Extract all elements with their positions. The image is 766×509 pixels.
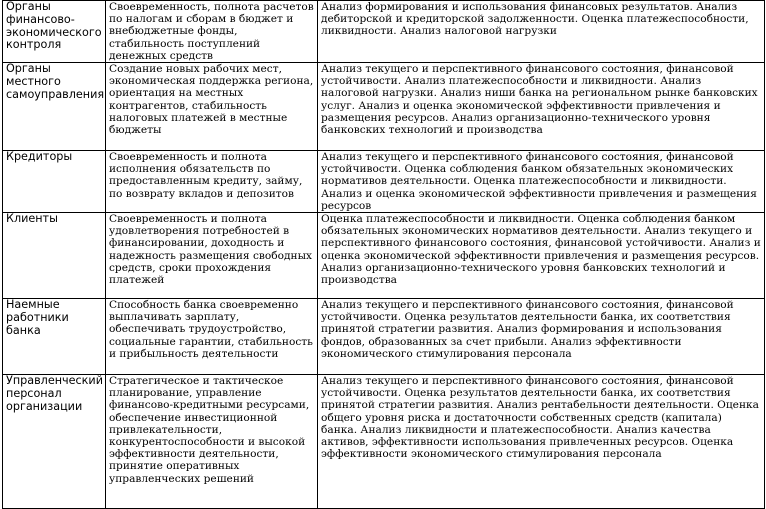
analysis-cell: Анализ формирования и использования финансовых результатов. Анализ дебиторской и кредиторской задолженности. Оценка платежеспособности, ликвидности. Анализ налоговой нагрузки [318, 1, 765, 63]
table-row [3, 375, 765, 509]
table-row [3, 151, 765, 213]
interest-cell: Своевременность и полнота удовлетворения потребностей в финансировании, доходность и надежность размещения свободных средств, сроки прохождения платежей [106, 213, 318, 299]
subject-cell: Органы местного самоуправления [3, 63, 106, 151]
subject-cell: Клиенты [3, 213, 106, 299]
analysis-cell: Анализ текущего и перспективного финансового состояния, финансовой устойчивости. Оценка результатов деятельности банка, их соответствия принятой стратегии развития. Анализ рентабельности деятельности. Оценка общего уровня риска и достаточности собственных средств (капитала) банка. Анализ ликвидности и платежеспособности. Анализ качества активов, эффективности использования привлеченных ресурсов. Оценка эффективности экономического стимулирования персонала [318, 375, 765, 509]
analysis-cell: Анализ текущего и перспективного финансового состояния, финансовой устойчивости. Анализ платежеспособности и ликвидности. Анализ налоговой нагрузки. Анализ ниши банка на региональном рынке банковских услуг. Анализ и оценка экономической эффективности привлечения и размещения ресурсов. Анализ организационно-технического уровня банковских технологий и производства [318, 63, 765, 151]
subject-cell: Кредиторы [3, 151, 106, 213]
table-row [3, 1, 765, 63]
interest-cell: Способность банка своевременно выплачивать зарплату, обеспечивать трудоустройство, социальные гарантии, стабильность и прибыльность деятельности [106, 299, 318, 375]
analysis-cell: Оценка платежеспособности и ликвидности. Оценка соблюдения банком обязательных экономических нормативов деятельности. Анализ текущего и перспективного финансового состояния, финансовой устойчивости. Анализ и оценка экономической эффективности привлечения и размещения ресурсов. Анализ организационно-технического уровня банковских технологий и производства [318, 213, 765, 299]
stakeholder-analysis-table [2, 0, 765, 509]
interest-cell: Своевременность и полнота исполнения обязательств по предоставленным кредиту, займу, по возврату вкладов и депозитов [106, 151, 318, 213]
subject-cell: Органы финансово-экономического контроля [3, 1, 106, 63]
table-row [3, 299, 765, 375]
table-row [3, 213, 765, 299]
interest-cell: Своевременность, полнота расчетов по налогам и сборам в бюджет и внебюджетные фонды, стабильность поступлений денежных средств [106, 1, 318, 63]
analysis-cell: Анализ текущего и перспективного финансового состояния, финансовой устойчивости. Оценка результатов деятельности банка, их соответствия принятой стратегии развития. Анализ формирования и использования фондов, образованных за счет прибыли. Анализ эффективности экономического стимулирования персонала [318, 299, 765, 375]
interest-cell: Стратегическое и тактическое планирование, управление финансово-кредитными ресурсами, обеспечение инвестиционной привлекательности, конкурентоспособности и высокой эффективности деятельности, принятие оперативных управленческих решений [106, 375, 318, 509]
subject-cell: Наемные работники банка [3, 299, 106, 375]
subject-cell: Управленческий персонал организации [3, 375, 106, 509]
analysis-cell: Анализ текущего и перспективного финансового состояния, финансовой устойчивости. Оценка соблюдения банком обязательных экономических нормативов деятельности. Оценка платежеспособности и ликвидности. Анализ и оценка экономической эффективности привлечения и размещения ресурсов [318, 151, 765, 213]
interest-cell: Создание новых рабочих мест, экономическая поддержка региона, ориентация на местных контрагентов, стабильность налоговых платежей в местные бюджеты [106, 63, 318, 151]
table-row [3, 63, 765, 151]
